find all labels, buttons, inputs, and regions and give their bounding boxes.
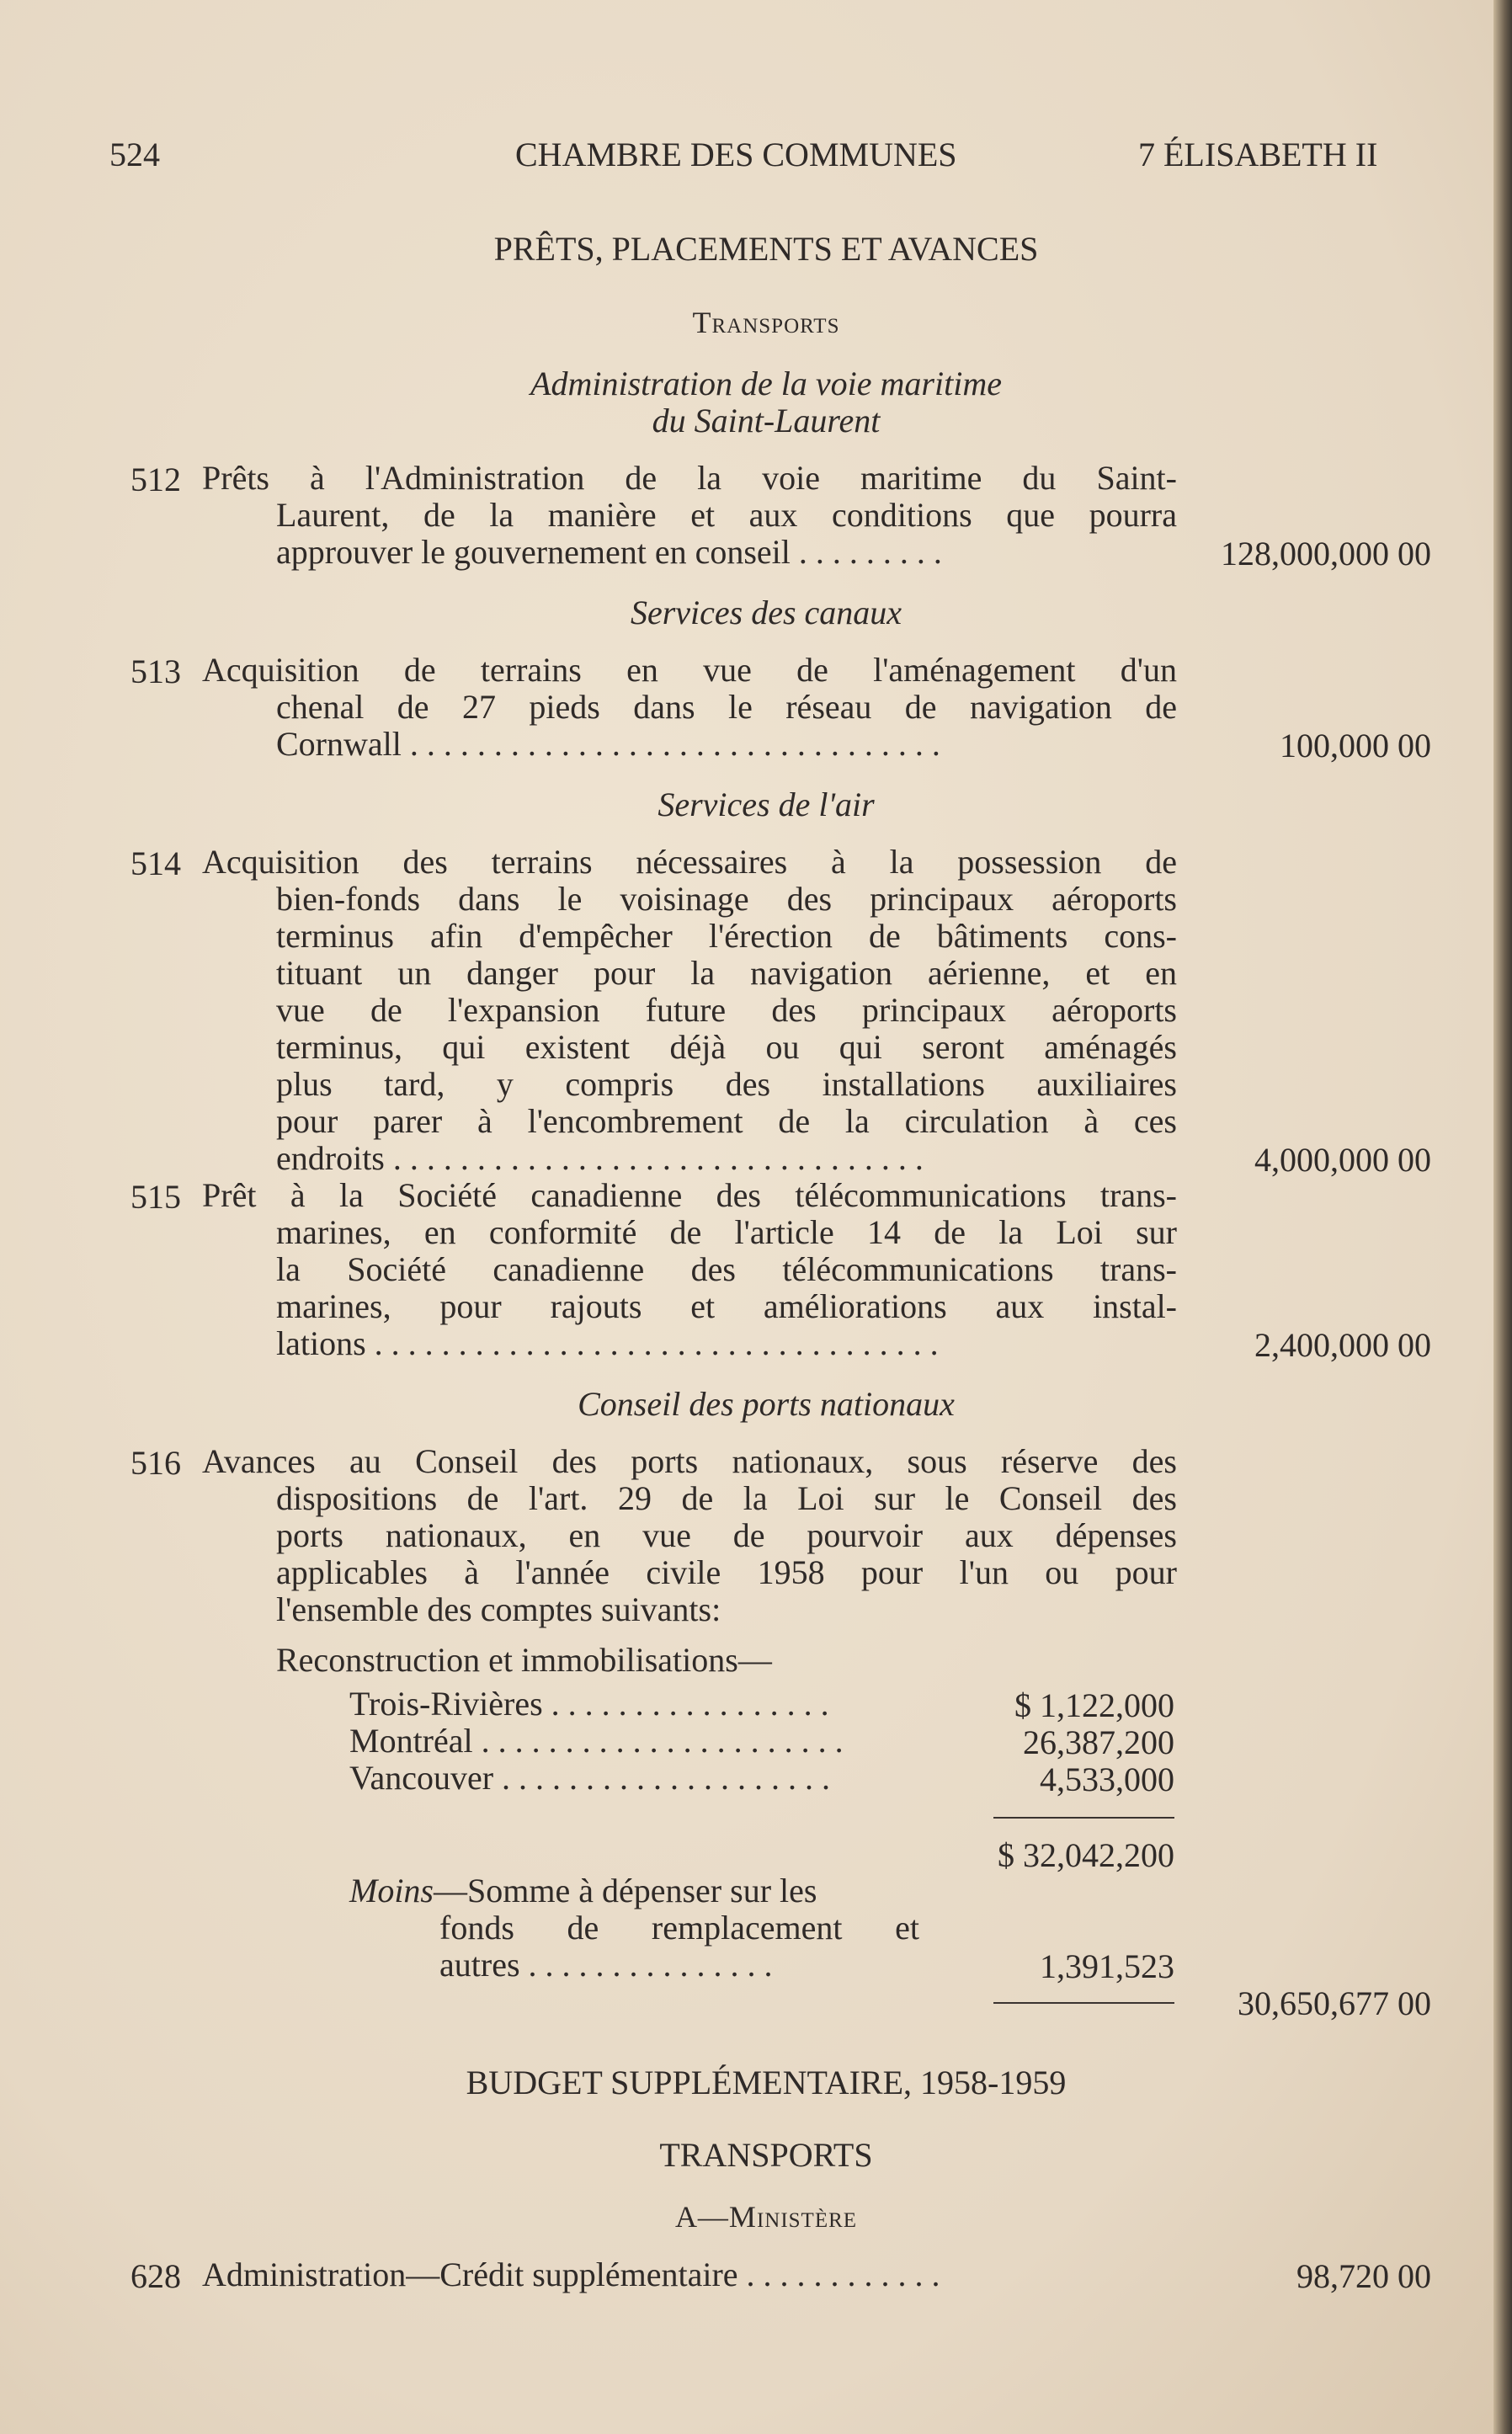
item-number-515: 515 [130, 1178, 181, 1216]
subsection-seaway-line2: du Saint-Laurent [652, 402, 881, 439]
item-514-line: terminus, qui existent déjà ou qui seront aménagés [276, 1028, 1177, 1066]
item-513-line: Cornwall . . . . . . . . . . . . . . . . . . . . . . . . . . . . . . . . [276, 725, 940, 763]
item-516-line: dispositions de l'art. 29 de la Loi sur le Conseil des [276, 1479, 1177, 1517]
port-name-trois-rivieres: Trois-Rivières . . . . . . . . . . . . . . . . . [349, 1685, 829, 1723]
moins-line: autres . . . . . . . . . . . . . . . [439, 1946, 773, 1984]
port-amount-trois-rivieres: $ 1,122,000 [1014, 1686, 1174, 1724]
item-number-516: 516 [130, 1444, 181, 1482]
item-512-amount: 128,000,000 00 [1221, 535, 1431, 573]
item-515-line: la Société canadienne des télécommunications trans- [276, 1250, 1177, 1288]
item-514-line: bien-fonds dans le voisinage des principaux aéroports [276, 880, 1177, 918]
section-title: PRÊTS, PLACEMENTS ET AVANCES [493, 230, 1039, 268]
supplementary-department: TRANSPORTS [659, 2136, 873, 2174]
supplementary-subheading: A—Ministère [674, 2200, 858, 2234]
item-514-line: pour parer à l'encombrement de la circulation à ces [276, 1102, 1177, 1140]
item-513-amount: 100,000 00 [1280, 727, 1431, 764]
item-515-line: marines, en conformité de l'article 14 de la Loi sur [276, 1213, 1177, 1251]
item-516-line: applicables à l'année civile 1958 pour l'un ou pour [276, 1553, 1177, 1591]
subsection-ports: Conseil des ports nationaux [578, 1385, 955, 1423]
subsection-canals: Services des canaux [630, 594, 902, 631]
moins-line: fonds de remplacement et [439, 1909, 919, 1947]
port-amount-vancouver: 4,533,000 [1040, 1760, 1174, 1798]
item-515-amount: 2,400,000 00 [1254, 1326, 1431, 1364]
item-512-line: approuver le gouvernement en conseil . . . . . . . . . [276, 533, 942, 571]
item-628-amount: 98,720 00 [1296, 2257, 1431, 2295]
item-515-line: marines, pour rajouts et améliorations aux instal- [276, 1287, 1177, 1325]
ports-subtotal: $ 32,042,200 [998, 1836, 1174, 1874]
item-number-512: 512 [130, 461, 181, 498]
port-name-vancouver: Vancouver . . . . . . . . . . . . . . . . . . . . [349, 1759, 831, 1797]
reconstruction-heading: Reconstruction et immobilisations— [276, 1641, 772, 1679]
subsection-seaway-line1: Administration de la voie maritime [530, 365, 1002, 402]
item-516-amount: 30,650,677 00 [1238, 1984, 1431, 2022]
item-515-line: Prêt à la Société canadienne des télécommunications trans- [202, 1176, 1177, 1214]
port-name-montreal: Montréal . . . . . . . . . . . . . . . . . . . . . . [349, 1722, 844, 1760]
item-514-line: Acquisition des terrains nécessaires à la possession de [202, 843, 1177, 881]
running-head-title: CHAMBRE DES COMMUNES [515, 136, 957, 173]
item-number-513: 513 [130, 652, 181, 690]
item-514-line: tituant un danger pour la navigation aérienne, et en [276, 954, 1177, 992]
department-heading: Transports [692, 306, 840, 339]
item-513-line: Acquisition de terrains en vue de l'aménagement d'un [202, 651, 1177, 689]
page-number: 524 [109, 136, 160, 173]
item-516-line: l'ensemble des comptes suivants: [276, 1590, 721, 1628]
item-516-line: Avances au Conseil des ports nationaux, sous réserve des [202, 1442, 1177, 1480]
item-514-line: plus tard, y compris des installations auxiliaires [276, 1065, 1177, 1103]
supplementary-title: BUDGET SUPPLÉMENTAIRE, 1958-1959 [466, 2064, 1067, 2101]
item-515-line: lations . . . . . . . . . . . . . . . . . . . . . . . . . . . . . . . . . . [276, 1324, 939, 1362]
item-514-amount: 4,000,000 00 [1254, 1141, 1431, 1179]
net-rule [993, 2002, 1174, 2004]
item-513-line: chenal de 27 pieds dans le réseau de navigation de [276, 688, 1177, 726]
item-number-628: 628 [130, 2257, 181, 2295]
item-514-line: vue de l'expansion future des principaux aéroports [276, 991, 1177, 1029]
item-512-line: Laurent, de la manière et aux conditions que pourra [276, 496, 1177, 534]
subtotal-rule [993, 1817, 1174, 1819]
item-514-line: endroits . . . . . . . . . . . . . . . . . . . . . . . . . . . . . . . . [276, 1139, 924, 1177]
port-amount-montreal: 26,387,200 [1023, 1723, 1174, 1761]
moins-amount: 1,391,523 [1040, 1947, 1174, 1985]
item-628-text: Administration—Crédit supplémentaire . . . . . . . . . . . . [202, 2256, 940, 2293]
moins-text: —Somme à dépenser sur les [434, 1872, 817, 1909]
item-512-line: Prêts à l'Administration de la voie maritime du Saint- [202, 459, 1177, 497]
item-514-line: terminus afin d'empêcher l'érection de bâtiments cons- [276, 917, 1177, 955]
item-516-line: ports nationaux, en vue de pourvoir aux dépenses [276, 1516, 1177, 1554]
running-head-regnal-year: 7 ÉLISABETH II [1138, 136, 1378, 173]
item-number-514: 514 [130, 844, 181, 882]
moins-word: Moins [349, 1872, 434, 1909]
moins-line [349, 1872, 817, 1909]
subsection-air: Services de l'air [658, 786, 875, 823]
